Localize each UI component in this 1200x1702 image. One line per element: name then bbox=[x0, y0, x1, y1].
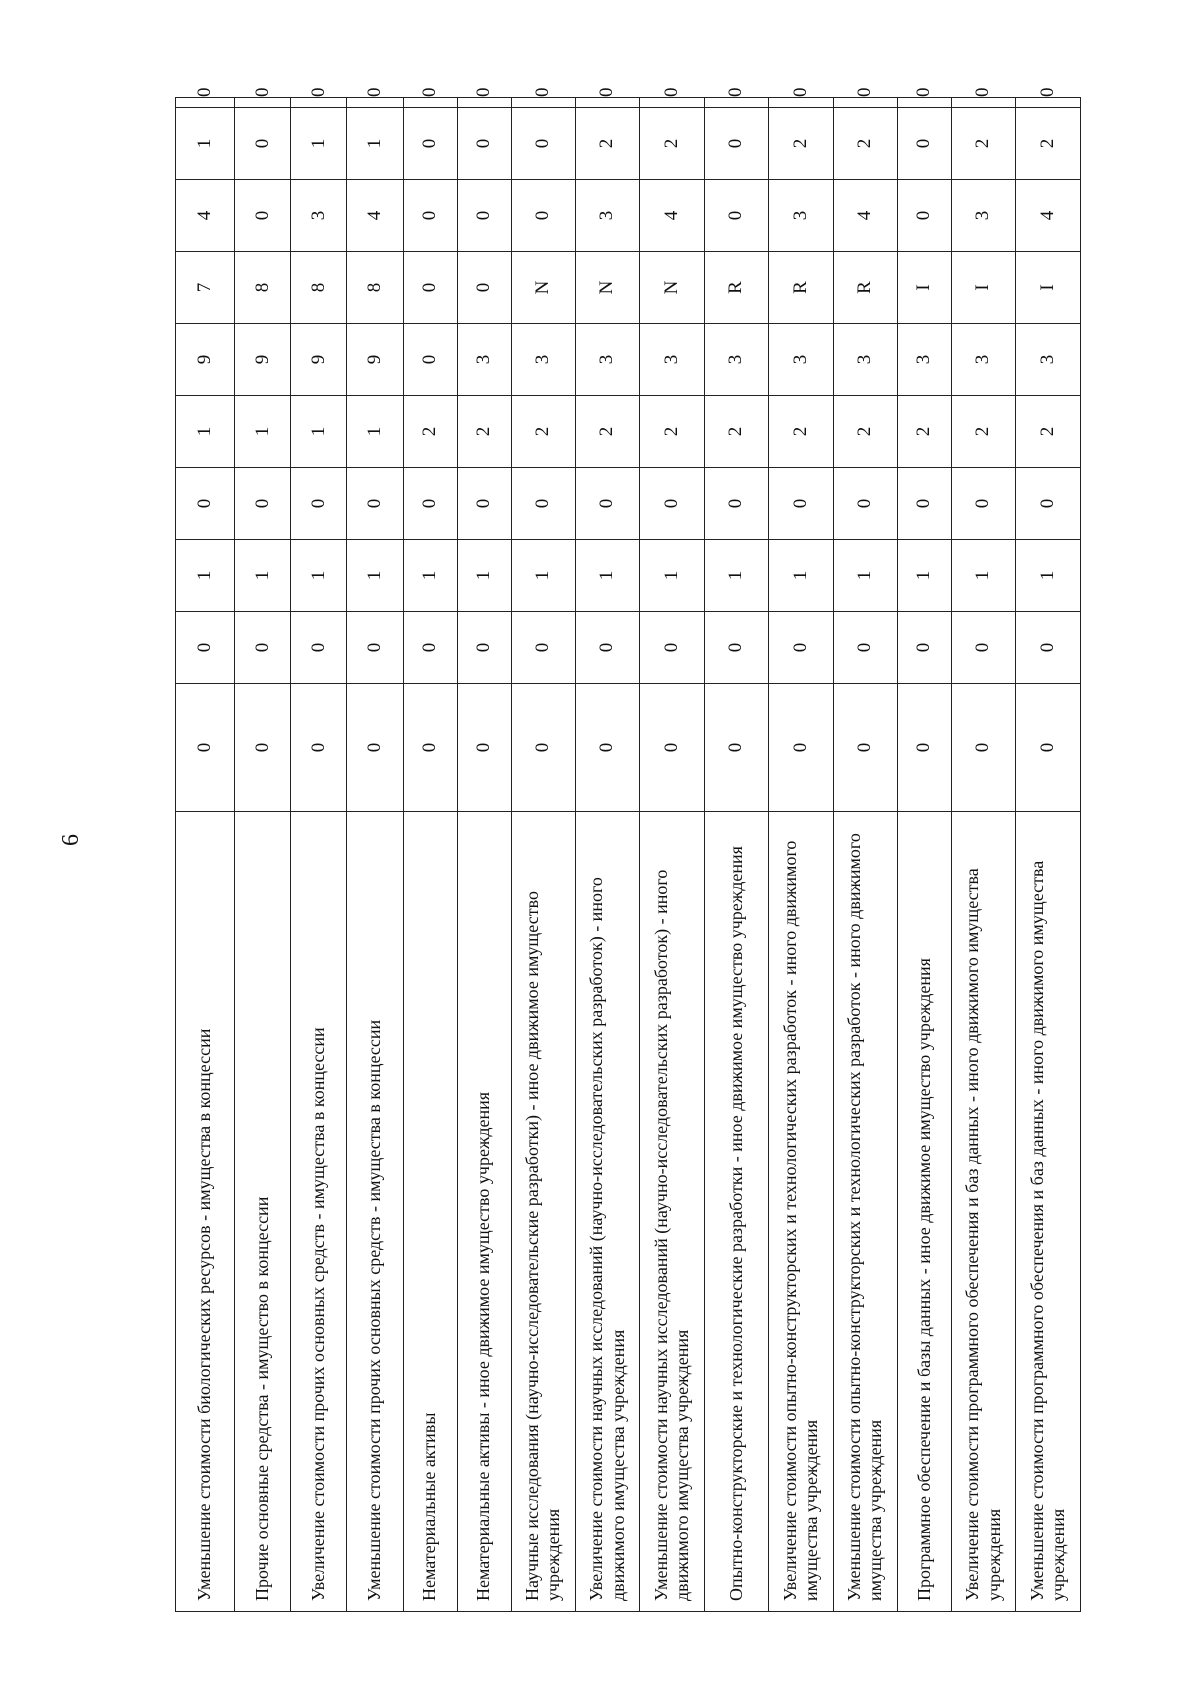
account-name-cell: Увеличение стоимости опытно-конструкторских и технологических разработок - иного движимого имущества учреждения bbox=[769, 812, 833, 1612]
code-digit-cell: 0 bbox=[951, 98, 1015, 108]
table-row bbox=[640, 98, 704, 1612]
code-digit-cell: 7 bbox=[176, 252, 235, 324]
code-digit-cell: 1 bbox=[833, 540, 897, 612]
code-digit-cell: R bbox=[769, 252, 833, 324]
code-digit-cell: 1 bbox=[897, 540, 951, 612]
code-digit-cell: 8 bbox=[347, 252, 403, 324]
code-digit-cell: 1 bbox=[951, 540, 1015, 612]
code-digit-cell: 2 bbox=[833, 108, 897, 180]
code-digit-cell: 1 bbox=[704, 540, 768, 612]
code-digit-cell: 0 bbox=[347, 612, 403, 684]
code-digit-cell: 0 bbox=[575, 612, 639, 684]
code-digit-cell: 2 bbox=[1016, 108, 1081, 180]
code-digit-cell: 1 bbox=[291, 396, 347, 468]
code-digit-cell: 0 bbox=[951, 612, 1015, 684]
table-row bbox=[897, 98, 951, 1612]
code-digit-cell: 0 bbox=[575, 98, 639, 108]
table-row bbox=[235, 98, 291, 1612]
code-digit-cell: 0 bbox=[704, 180, 768, 252]
code-digit-cell: 3 bbox=[833, 324, 897, 396]
code-digit-cell: 0 bbox=[235, 612, 291, 684]
code-digit-cell: 3 bbox=[511, 324, 575, 396]
page-number: 6 bbox=[58, 834, 84, 846]
code-digit-cell: 1 bbox=[511, 540, 575, 612]
code-digit-cell: 0 bbox=[457, 108, 511, 180]
code-digit-cell: 0 bbox=[640, 684, 704, 812]
code-digit-cell: 1 bbox=[291, 540, 347, 612]
code-digit-cell: N bbox=[640, 252, 704, 324]
code-digit-cell: 4 bbox=[1016, 180, 1081, 252]
code-digit-cell: 0 bbox=[640, 98, 704, 108]
code-digit-cell: 9 bbox=[347, 324, 403, 396]
table-row bbox=[176, 98, 235, 1612]
code-digit-cell: 0 bbox=[897, 684, 951, 812]
table-row bbox=[347, 98, 403, 1612]
code-digit-cell: 0 bbox=[1016, 468, 1081, 540]
code-digit-cell: 9 bbox=[176, 324, 235, 396]
code-digit-cell: 0 bbox=[833, 684, 897, 812]
code-digit-cell: 0 bbox=[575, 684, 639, 812]
code-digit-cell: 0 bbox=[403, 180, 457, 252]
table-row bbox=[769, 98, 833, 1612]
code-digit-cell: 1 bbox=[235, 540, 291, 612]
table-row bbox=[575, 98, 639, 1612]
code-digit-cell: 0 bbox=[640, 612, 704, 684]
code-digit-cell: 0 bbox=[235, 684, 291, 812]
table-row bbox=[1016, 98, 1081, 1612]
code-digit-cell: 0 bbox=[457, 98, 511, 108]
code-digit-cell: 2 bbox=[951, 396, 1015, 468]
code-digit-cell: 9 bbox=[291, 324, 347, 396]
code-digit-cell: 3 bbox=[769, 324, 833, 396]
code-digit-cell: 1 bbox=[347, 108, 403, 180]
code-digit-cell: 0 bbox=[176, 612, 235, 684]
code-digit-cell: 0 bbox=[769, 612, 833, 684]
code-digit-cell: 0 bbox=[1016, 684, 1081, 812]
code-digit-cell: 3 bbox=[951, 324, 1015, 396]
account-name-cell: Уменьшение стоимости биологических ресурсов - имущества в концессии bbox=[176, 812, 235, 1612]
code-digit-cell: 0 bbox=[897, 180, 951, 252]
code-digit-cell: 1 bbox=[457, 540, 511, 612]
code-digit-cell: 0 bbox=[291, 468, 347, 540]
code-digit-cell: 0 bbox=[704, 468, 768, 540]
code-digit-cell: 0 bbox=[291, 98, 347, 108]
code-digit-cell: I bbox=[1016, 252, 1081, 324]
code-digit-cell: 0 bbox=[951, 468, 1015, 540]
code-digit-cell: 2 bbox=[897, 396, 951, 468]
account-name-cell: Уменьшение стоимости программного обеспечения и баз данных - иного движимого имущества учреждения bbox=[1016, 812, 1081, 1612]
code-digit-cell: 3 bbox=[897, 324, 951, 396]
code-digit-cell: 3 bbox=[640, 324, 704, 396]
code-digit-cell: 1 bbox=[291, 108, 347, 180]
code-digit-cell: 2 bbox=[640, 108, 704, 180]
code-digit-cell: 4 bbox=[176, 180, 235, 252]
code-digit-cell: 0 bbox=[235, 108, 291, 180]
code-digit-cell: 0 bbox=[511, 684, 575, 812]
code-digit-cell: 3 bbox=[769, 180, 833, 252]
code-digit-cell: I bbox=[951, 252, 1015, 324]
table-row bbox=[457, 98, 511, 1612]
code-digit-cell: 0 bbox=[457, 180, 511, 252]
code-digit-cell: 1 bbox=[640, 540, 704, 612]
code-digit-cell: 0 bbox=[235, 98, 291, 108]
code-digit-cell: 0 bbox=[704, 108, 768, 180]
code-digit-cell: 2 bbox=[769, 396, 833, 468]
code-digit-cell: 1 bbox=[176, 540, 235, 612]
table-row bbox=[291, 98, 347, 1612]
code-digit-cell: 1 bbox=[403, 540, 457, 612]
code-digit-cell: 0 bbox=[235, 468, 291, 540]
code-digit-cell: 0 bbox=[291, 684, 347, 812]
code-digit-cell: 2 bbox=[833, 396, 897, 468]
code-digit-cell: 0 bbox=[403, 612, 457, 684]
code-digit-cell: 1 bbox=[347, 540, 403, 612]
code-digit-cell: 4 bbox=[347, 180, 403, 252]
code-digit-cell: 0 bbox=[511, 612, 575, 684]
code-digit-cell: 3 bbox=[1016, 324, 1081, 396]
code-digit-cell: 0 bbox=[403, 108, 457, 180]
account-name-cell: Прочие основные средства - имущество в концессии bbox=[235, 812, 291, 1612]
code-digit-cell: 2 bbox=[769, 108, 833, 180]
code-digit-cell: 2 bbox=[575, 396, 639, 468]
account-codes-table bbox=[175, 87, 1081, 1612]
code-digit-cell: R bbox=[833, 252, 897, 324]
code-digit-cell: N bbox=[511, 252, 575, 324]
code-digit-cell: 3 bbox=[951, 180, 1015, 252]
code-digit-cell: 0 bbox=[347, 98, 403, 108]
account-name-cell: Уменьшение стоимости прочих основных средств - имущества в концессии bbox=[347, 812, 403, 1612]
table-row bbox=[403, 98, 457, 1612]
code-digit-cell: 2 bbox=[511, 396, 575, 468]
rotated-table-container bbox=[175, 87, 1081, 1612]
code-digit-cell: 0 bbox=[704, 98, 768, 108]
account-name-cell: Программное обеспечение и базы данных - иное движимое имущество учреждения bbox=[897, 812, 951, 1612]
account-name-cell: Уменьшение стоимости научных исследований (научно-исследовательских разработок) - иного движимого имущества учреждения bbox=[640, 812, 704, 1612]
code-digit-cell: 2 bbox=[575, 108, 639, 180]
code-digit-cell: 9 bbox=[235, 324, 291, 396]
code-digit-cell: 3 bbox=[457, 324, 511, 396]
code-digit-cell: 0 bbox=[457, 252, 511, 324]
code-digit-cell: 2 bbox=[1016, 396, 1081, 468]
code-digit-cell: 0 bbox=[1016, 612, 1081, 684]
table-row bbox=[704, 98, 768, 1612]
table-body bbox=[176, 87, 1081, 1612]
code-digit-cell: 0 bbox=[1016, 98, 1081, 108]
code-digit-cell: 8 bbox=[235, 252, 291, 324]
code-digit-cell: 0 bbox=[347, 468, 403, 540]
code-digit-cell: 0 bbox=[951, 684, 1015, 812]
code-digit-cell: 0 bbox=[833, 468, 897, 540]
code-digit-cell: 0 bbox=[403, 684, 457, 812]
code-digit-cell: 0 bbox=[511, 180, 575, 252]
code-digit-cell: 3 bbox=[291, 180, 347, 252]
code-digit-cell: 0 bbox=[511, 468, 575, 540]
code-digit-cell: 0 bbox=[176, 684, 235, 812]
code-digit-cell: 1 bbox=[176, 108, 235, 180]
code-digit-cell: 0 bbox=[457, 468, 511, 540]
code-digit-cell: 8 bbox=[291, 252, 347, 324]
code-digit-cell: 1 bbox=[235, 396, 291, 468]
code-digit-cell: 0 bbox=[511, 98, 575, 108]
code-digit-cell: 2 bbox=[704, 396, 768, 468]
code-digit-cell: 2 bbox=[640, 396, 704, 468]
code-digit-cell: 1 bbox=[176, 396, 235, 468]
code-digit-cell: 0 bbox=[575, 468, 639, 540]
account-name-cell: Нематериальные активы bbox=[403, 812, 457, 1612]
code-digit-cell: 0 bbox=[403, 252, 457, 324]
code-digit-cell: 0 bbox=[833, 612, 897, 684]
code-digit-cell: 0 bbox=[347, 684, 403, 812]
code-digit-cell: 0 bbox=[403, 324, 457, 396]
code-digit-cell: 0 bbox=[897, 98, 951, 108]
code-digit-cell: 0 bbox=[457, 612, 511, 684]
code-digit-cell: I bbox=[897, 252, 951, 324]
code-digit-cell: 0 bbox=[403, 98, 457, 108]
account-name-cell: Научные исследования (научно-исследовательские разработки) - иное движимое имущество учреждения bbox=[511, 812, 575, 1612]
code-digit-cell: 2 bbox=[457, 396, 511, 468]
code-digit-cell: 0 bbox=[769, 684, 833, 812]
code-digit-cell: 4 bbox=[640, 180, 704, 252]
code-digit-cell: 0 bbox=[897, 468, 951, 540]
code-digit-cell: 2 bbox=[951, 108, 1015, 180]
account-name-cell: Увеличение стоимости прочих основных средств - имущества в концессии bbox=[291, 812, 347, 1612]
code-digit-cell: 0 bbox=[897, 108, 951, 180]
account-name-cell: Нематериальные активы - иное движимое имущество учреждения bbox=[457, 812, 511, 1612]
account-name-cell: Опытно-конструкторские и технологические разработки - иное движимое имущество учреждения bbox=[704, 812, 768, 1612]
code-digit-cell: 0 bbox=[403, 468, 457, 540]
code-digit-cell: 1 bbox=[347, 396, 403, 468]
code-digit-cell: 0 bbox=[457, 684, 511, 812]
account-name-cell: Увеличение стоимости научных исследований (научно-исследовательских разработок) - иного движимого имущества учреждения bbox=[575, 812, 639, 1612]
code-digit-cell: 0 bbox=[176, 468, 235, 540]
code-digit-cell: 3 bbox=[575, 180, 639, 252]
account-name-cell: Увеличение стоимости программного обеспечения и баз данных - иного движимого имущества учреждения bbox=[951, 812, 1015, 1612]
code-digit-cell: 0 bbox=[704, 684, 768, 812]
code-digit-cell: 0 bbox=[291, 612, 347, 684]
code-digit-cell: 0 bbox=[769, 98, 833, 108]
code-digit-cell: 0 bbox=[833, 98, 897, 108]
code-digit-cell: 3 bbox=[575, 324, 639, 396]
account-name-cell: Уменьшение стоимости опытно-конструкторских и технологических разработок - иного движимого имущества учреждения bbox=[833, 812, 897, 1612]
code-digit-cell: 0 bbox=[640, 468, 704, 540]
code-digit-cell: 0 bbox=[511, 108, 575, 180]
code-digit-cell: 0 bbox=[235, 180, 291, 252]
code-digit-cell: 1 bbox=[769, 540, 833, 612]
code-digit-cell: N bbox=[575, 252, 639, 324]
code-digit-cell: 0 bbox=[704, 612, 768, 684]
code-digit-cell: 4 bbox=[833, 180, 897, 252]
table-row bbox=[833, 98, 897, 1612]
code-digit-cell: 3 bbox=[704, 324, 768, 396]
code-digit-cell: 2 bbox=[403, 396, 457, 468]
table-row bbox=[511, 98, 575, 1612]
code-digit-cell: 0 bbox=[769, 468, 833, 540]
code-digit-cell: 1 bbox=[575, 540, 639, 612]
code-digit-cell: 0 bbox=[176, 98, 235, 108]
code-digit-cell: 0 bbox=[897, 612, 951, 684]
code-digit-cell: 1 bbox=[1016, 540, 1081, 612]
table-row bbox=[951, 98, 1015, 1612]
code-digit-cell: R bbox=[704, 252, 768, 324]
